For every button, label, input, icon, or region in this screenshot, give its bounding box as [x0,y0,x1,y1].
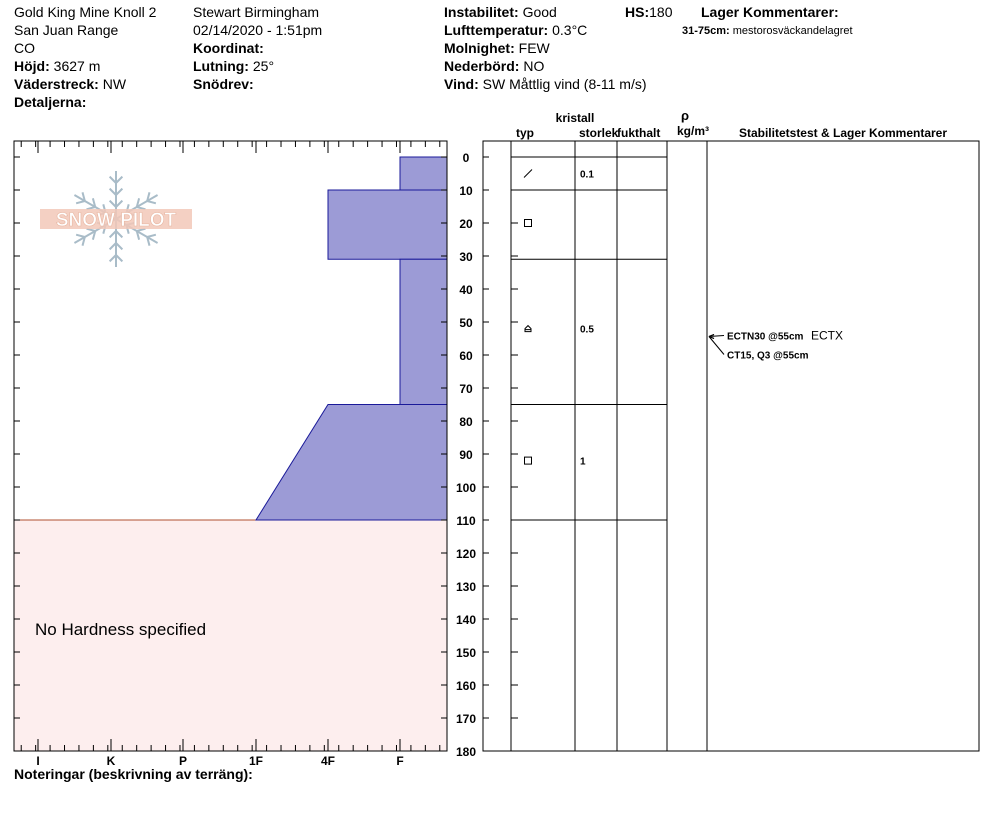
depth-label: 60 [459,349,473,363]
depth-label: 30 [459,250,473,264]
depth-label: 100 [455,481,477,495]
hardness-label: F [396,754,404,768]
snowflake-branch [76,201,85,203]
depth-label: 110 [456,514,476,528]
hardness-layer [400,157,447,190]
snowflake-branch [147,235,156,237]
elevation-label: Höjd: [14,58,50,74]
depth-label: 40 [459,283,473,297]
hardness-layers [256,157,447,520]
observer-name: Stewart Birmingham [193,4,320,20]
grain-size-label: 1 [580,456,586,468]
grain-faceted-icon [525,457,532,464]
observation-datetime: 02/14/2020 - 1:51pm [193,22,323,38]
wind-label: Vind: [444,76,479,92]
snowflake-branch [76,235,85,237]
col-rho: ρ [680,108,690,123]
logo-text: SNOW PILOT [55,210,177,231]
airtemp-label: Lufttemperatur: [444,22,549,38]
size-markers [580,170,594,468]
elevation-value: 3627 m [53,58,101,74]
grain-size-label: 0.5 [580,324,594,336]
layer-comment-range: 31-75cm: [682,25,730,37]
hardness-label: P [178,754,188,768]
test-label: CT15, Q3 @55cm [727,350,809,362]
snowflake-branch [147,201,156,203]
col-typ: typ [516,126,534,140]
hardness-label: 1F [248,754,264,768]
sky-value: FEW [518,40,550,56]
table-layer-lines [511,157,667,520]
test-extra: ECTX [811,328,844,343]
hardness-layer [256,405,447,521]
wind-value: SW Måttlig vind (8-11 m/s) [482,76,647,92]
depth-labels [456,151,476,759]
depth-label: 180 [455,745,477,759]
test-pointer-line [709,337,724,355]
hardness-label: 4F [320,754,336,768]
depth-label: 70 [459,382,473,396]
depth-label: 150 [455,646,477,660]
details-label: Detaljerna: [14,94,87,110]
depth-label: 140 [455,613,477,627]
aspect-label: Väderstreck: [14,76,99,92]
test-label: ECTN30 @55cm [727,331,804,343]
depth-label: 80 [459,415,473,429]
depth-label: 130 [455,580,477,594]
depth-label: 0 [462,151,470,165]
table-frame [483,141,979,751]
slope-value: 25° [252,58,275,74]
depth-label: 50 [459,316,473,330]
col-density-unit: kg/m³ [676,124,710,138]
depth-label: 120 [455,547,477,561]
stability-tests [709,329,843,362]
grain-depth-hoar-icon [525,326,531,332]
layer-comment-text: mestorosväckandelagret [732,25,853,37]
grain-size-label: 0.1 [580,169,594,181]
depth-label: 90 [459,448,473,462]
grain-faceted-icon [525,220,532,227]
table-ticks [483,157,518,751]
range-name: San Juan Range [14,22,119,38]
precip-value: NO [523,58,545,74]
drift-label: Snödrev: [193,76,254,92]
precip-label: Nederbörd: [444,58,520,74]
depth-label: 170 [455,712,477,726]
slope-label: Lutning: [193,58,249,74]
depth-label: 20 [459,217,473,231]
snowflake-branch [137,207,146,209]
col-fukthalt: fukthalt [617,126,661,140]
hardness-label: I [36,754,40,768]
grain-decomposing-icon [524,170,532,178]
snowpilot-logo [40,171,192,267]
layer-comments-label: Lager Kommentarer: [701,4,839,20]
hardness-labels [36,754,403,768]
col-kristall: kristall [555,111,595,125]
coord-label: Koordinat: [193,40,264,56]
notes-label: Noteringar (beskrivning av terräng): [14,766,253,782]
instability-value: Good [522,4,557,20]
col-storlek: storlek [579,126,619,140]
hardness-label: K [106,754,116,768]
instability-label: Instabilitet: [444,4,519,20]
no-hardness-text: No Hardness specified [35,620,207,639]
hs-value: 180 [649,4,673,20]
depth-label: 10 [459,184,473,198]
hs-label: HS: [625,4,650,20]
airtemp-value: 0.3°C [552,22,588,38]
location-name: Gold King Mine Knoll 2 [14,4,157,20]
state-name: CO [14,40,35,56]
depth-label: 160 [455,679,477,693]
aspect-value: NW [102,76,127,92]
snowflake-branch [87,207,96,209]
grain-markers [524,170,532,465]
layer-table [483,141,979,751]
hardness-layer [328,190,447,259]
hardness-layer [400,259,447,404]
col-stability: Stabilitetstest & Lager Kommentarer [738,126,948,140]
sky-label: Molnighet: [444,40,515,56]
